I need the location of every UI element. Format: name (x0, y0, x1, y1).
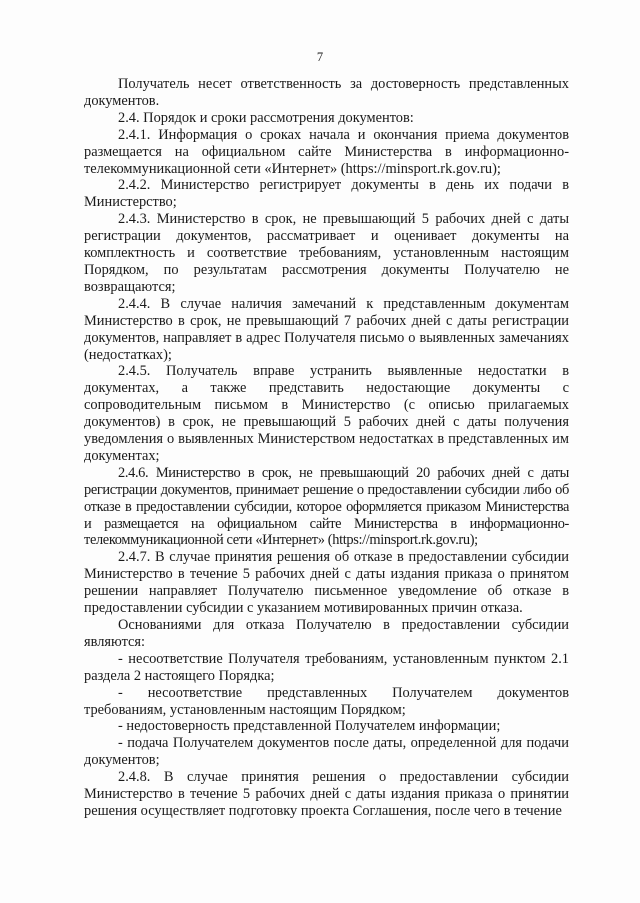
paragraph-2-4-6: 2.4.6. Министерство в срок, не превышающий 20 рабочих дней с даты регистрации документов, принимает решение о предоставлении субсидии либо об отказе в предоставлении субсидии, которое оформляется приказом Министерства и размещается на официальном сайте Министерства в информационно-телекоммуникационной сети «Интернет» (https://minsport.rk.gov.ru); (84, 464, 569, 549)
paragraph-refusal-grounds: Основаниями для отказа Получателю в предоставлении субсидии являются: (84, 617, 569, 650)
paragraph-2-4-5: 2.4.5. Получатель вправе устранить выявленные недостатки в документах, а также представить недостающие документы с сопроводительным письмом в Министерство (с описью прилагаемых документов) в срок, не превышающий 5 рабочих дней с даты получения уведомления о выявленных Министерством недостатках в представленных им документах; (84, 363, 569, 464)
document-body (84, 76, 569, 820)
paragraph-2-4-2: 2.4.2. Министерство регистрирует документы в день их подачи в Министерство; (84, 177, 569, 211)
paragraph-2-4-8: 2.4.8. В случае принятия решения о предоставлении субсидии Министерство в течение 5 рабочих дней с даты издания приказа о принятии решения осуществляет подготовку проекта Соглашения, после чего в течение (84, 769, 569, 819)
paragraph-recipient-responsibility: Получатель несет ответственность за достоверность представленных документов. (84, 76, 569, 109)
page-number: 7 (316, 50, 324, 64)
list-item-ground-2: - несоответствие представленных Получателем документов требованиям, установленным настоящим Порядком; (84, 684, 569, 718)
paragraph-2-4-1: 2.4.1. Информация о сроках начала и окончания приема документов размещается на официальном сайте Министерства в информационно-телекоммуникационной сети «Интернет» (https://minsport.rk.gov.ru); (84, 126, 569, 177)
paragraph-2-4-4: 2.4.4. В случае наличия замечаний к представленным документам Министерство в срок, не превышающий 7 рабочих дней с даты регистрации документов, направляет в адрес Получателя письмо о выявленных замечаниях (недостатках); (84, 295, 569, 363)
paragraph-2-4-3: 2.4.3. Министерство в срок, не превышающий 5 рабочих дней с даты регистрации документов, рассматривает и оценивает документы на комплектность и соответствие требованиям, установленным настоящим Порядком, по результатам рассмотрения документы Получателю не возвращаются; (84, 211, 569, 295)
list-item-ground-4: - подача Получателем документов после даты, определенной для подачи документов; (84, 735, 569, 769)
paragraph-2-4-7: 2.4.7. В случае принятия решения об отказе в предоставлении субсидии Министерство в течение 5 рабочих дней с даты издания приказа о принятом решении направляет Получателю письменное уведомление об отказе в предоставлении субсидии с указанием мотивированных причин отказа. (84, 549, 569, 617)
list-item-ground-1: - несоответствие Получателя требованиям, установленным пунктом 2.1 раздела 2 настоящего Порядка; (84, 650, 569, 684)
paragraph-2-4-heading: 2.4. Порядок и сроки рассмотрения документов: (118, 109, 414, 126)
list-item-ground-3: - недостоверность представленной Получателем информации; (118, 718, 501, 735)
